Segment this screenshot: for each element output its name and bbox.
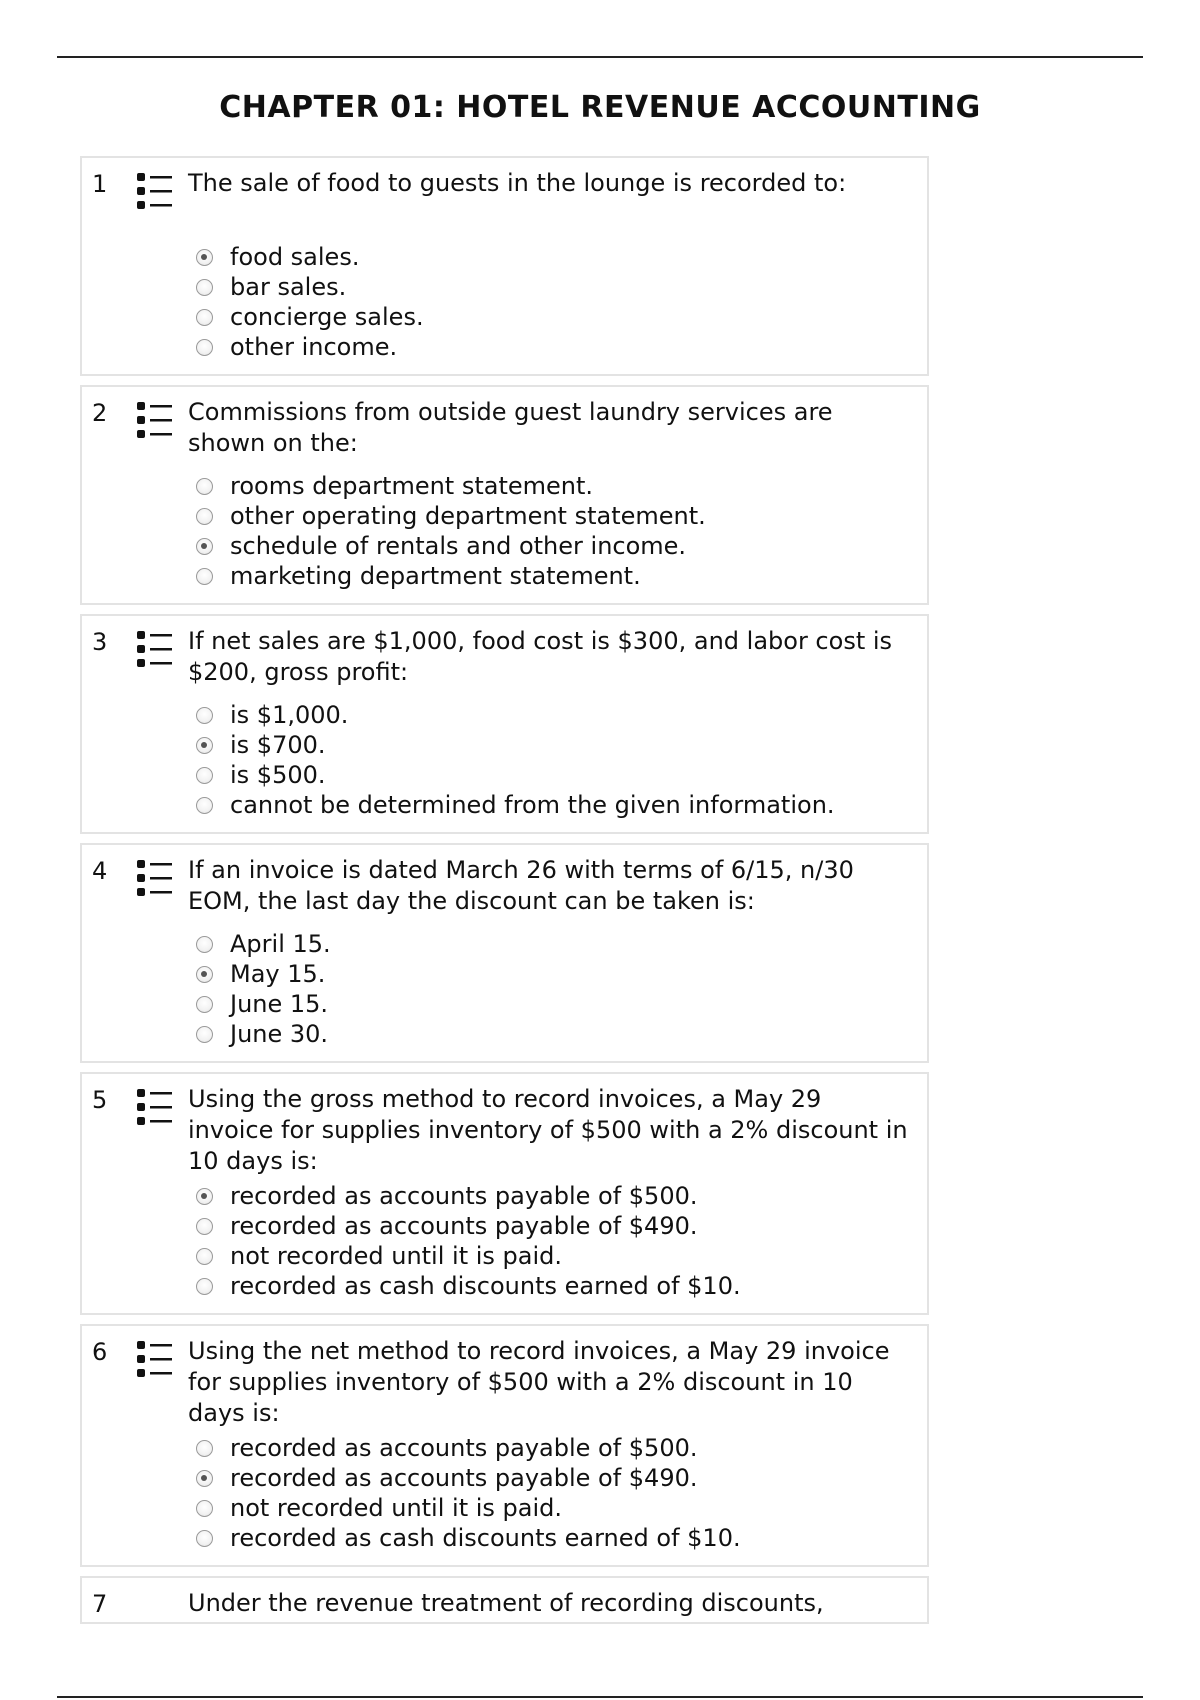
option-label: is $500.: [230, 761, 326, 789]
radio-button[interactable]: [196, 309, 213, 326]
answer-option[interactable]: [196, 561, 913, 591]
option-label: June 15.: [230, 990, 329, 1018]
question-text: If net sales are $1,000, food cost is $300, and labor cost is $200, gross profit:: [188, 627, 893, 686]
question-text: Using the net method to record invoices, a May 29 invoice for supplies inventory of $500 with a 2% discount in 10 days is:: [188, 1337, 890, 1427]
answer-options: [196, 242, 913, 362]
answer-option[interactable]: [196, 790, 913, 820]
option-label: bar sales.: [230, 273, 347, 301]
question-text: The sale of food to guests in the lounge is recorded to:: [188, 169, 847, 197]
option-label: recorded as accounts payable of $490.: [230, 1212, 698, 1240]
multiple-choice-list-icon: [136, 401, 176, 449]
question-card-3: [80, 614, 929, 834]
answer-option[interactable]: [196, 760, 913, 790]
answer-options: [196, 700, 913, 820]
option-label: recorded as cash discounts earned of $10.: [230, 1272, 741, 1300]
radio-button[interactable]: [196, 568, 213, 585]
question-card-4: [80, 843, 929, 1063]
multiple-choice-list-icon: [136, 1088, 176, 1136]
radio-button[interactable]: [196, 707, 213, 724]
option-label: not recorded until it is paid.: [230, 1494, 563, 1522]
question-text: Commissions from outside guest laundry services are shown on the:: [188, 398, 833, 457]
question-card-2: [80, 385, 929, 605]
radio-button[interactable]: [196, 966, 213, 983]
answer-option[interactable]: [196, 989, 913, 1019]
radio-button[interactable]: [196, 797, 213, 814]
option-label: food sales.: [230, 243, 360, 271]
answer-options: [196, 471, 913, 591]
option-label: cannot be determined from the given information.: [230, 791, 835, 819]
radio-button[interactable]: [196, 1248, 213, 1265]
radio-button[interactable]: [196, 478, 213, 495]
radio-button[interactable]: [196, 936, 213, 953]
answer-option[interactable]: [196, 1493, 913, 1523]
radio-button[interactable]: [196, 1218, 213, 1235]
answer-options: [196, 1433, 913, 1553]
question-card-6: [80, 1324, 929, 1567]
option-label: schedule of rentals and other income.: [230, 532, 687, 560]
answer-option[interactable]: [196, 1271, 913, 1301]
answer-option[interactable]: [196, 929, 913, 959]
option-label: June 30.: [230, 1020, 329, 1048]
answer-option[interactable]: [196, 1019, 913, 1049]
answer-option[interactable]: [196, 332, 913, 362]
multiple-choice-list-icon: [136, 859, 176, 907]
radio-button[interactable]: [196, 1026, 213, 1043]
answer-option[interactable]: [196, 700, 913, 730]
radio-button[interactable]: [196, 249, 213, 266]
option-label: April 15.: [230, 930, 331, 958]
option-label: recorded as cash discounts earned of $10.: [230, 1524, 741, 1552]
option-label: other operating department statement.: [230, 502, 706, 530]
radio-button[interactable]: [196, 1278, 213, 1295]
question-number: 1: [92, 170, 108, 198]
multiple-choice-list-icon: [136, 172, 176, 220]
question-text: Using the gross method to record invoices, a May 29 invoice for supplies inventory of $500 with a 2% discount in 10 days is:: [188, 1085, 908, 1175]
radio-button[interactable]: [196, 737, 213, 754]
top-rule: [57, 56, 1143, 58]
option-label: is $700.: [230, 731, 326, 759]
question-number: 6: [92, 1338, 108, 1366]
option-label: rooms department statement.: [230, 472, 594, 500]
question-number: 4: [92, 857, 108, 885]
answer-option[interactable]: [196, 471, 913, 501]
question-card-7: [80, 1576, 929, 1624]
multiple-choice-list-icon: [136, 1340, 176, 1388]
question-number: 5: [92, 1086, 108, 1114]
radio-button[interactable]: [196, 1188, 213, 1205]
answer-option[interactable]: [196, 1433, 913, 1463]
question-text: If an invoice is dated March 26 with terms of 6/15, n/30 EOM, the last day the discount can be taken is:: [188, 856, 854, 915]
page-title: CHAPTER 01: HOTEL REVENUE ACCOUNTING: [219, 90, 981, 125]
option-label: May 15.: [230, 960, 326, 988]
answer-options: [196, 929, 913, 1049]
question-number: 2: [92, 399, 108, 427]
answer-option[interactable]: [196, 272, 913, 302]
option-label: recorded as accounts payable of $500.: [230, 1434, 698, 1462]
radio-button[interactable]: [196, 1530, 213, 1547]
option-label: concierge sales.: [230, 303, 424, 331]
option-label: recorded as accounts payable of $490.: [230, 1464, 698, 1492]
question-card-1: [80, 156, 929, 376]
option-label: recorded as accounts payable of $500.: [230, 1182, 698, 1210]
radio-button[interactable]: [196, 1500, 213, 1517]
radio-button[interactable]: [196, 508, 213, 525]
question-card-5: [80, 1072, 929, 1315]
answer-option[interactable]: [196, 1211, 913, 1241]
option-label: marketing department statement.: [230, 562, 641, 590]
multiple-choice-list-icon: [136, 630, 176, 678]
bottom-rule: [57, 1696, 1143, 1698]
radio-button[interactable]: [196, 1440, 213, 1457]
answer-option[interactable]: [196, 1241, 913, 1271]
answer-option[interactable]: [196, 1181, 913, 1211]
radio-button[interactable]: [196, 996, 213, 1013]
answer-option[interactable]: [196, 1463, 913, 1493]
radio-button[interactable]: [196, 279, 213, 296]
radio-button[interactable]: [196, 339, 213, 356]
answer-option[interactable]: [196, 730, 913, 760]
answer-option[interactable]: [196, 242, 913, 272]
question-number: 7: [92, 1590, 108, 1618]
radio-button[interactable]: [196, 538, 213, 555]
option-label: other income.: [230, 333, 398, 361]
radio-button[interactable]: [196, 767, 213, 784]
radio-button[interactable]: [196, 1470, 213, 1487]
option-label: not recorded until it is paid.: [230, 1242, 563, 1270]
option-label: is $1,000.: [230, 701, 349, 729]
answer-options: [196, 1181, 913, 1301]
answer-option[interactable]: [196, 1523, 913, 1553]
question-number: 3: [92, 628, 108, 656]
question-list: [80, 156, 929, 1624]
question-text: Under the revenue treatment of recording discounts,: [188, 1589, 824, 1617]
answer-option[interactable]: [196, 959, 913, 989]
answer-option[interactable]: [196, 501, 913, 531]
answer-option[interactable]: [196, 531, 913, 561]
answer-option[interactable]: [196, 302, 913, 332]
